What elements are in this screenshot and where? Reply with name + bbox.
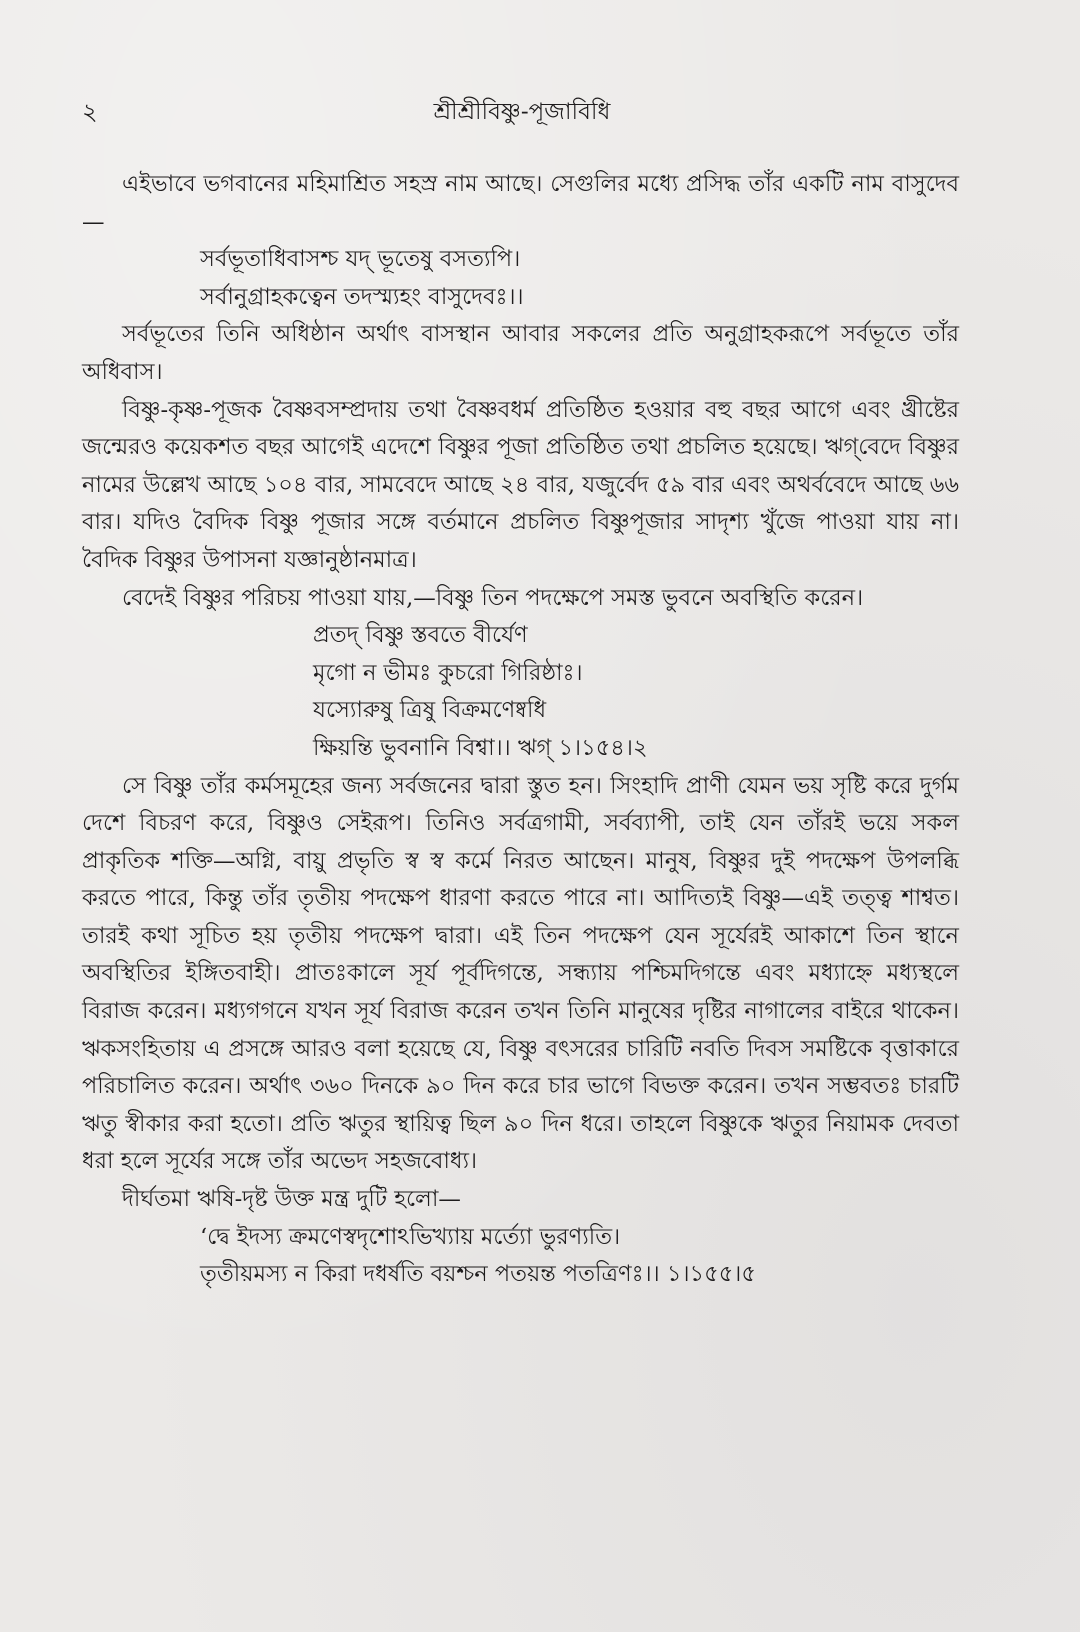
verse-2-line-1: প্রতদ্ বিষ্ণু স্তবতে বীর্যেণ bbox=[313, 622, 528, 649]
page-number: ২ bbox=[82, 98, 98, 126]
paragraph-5: সে বিষ্ণু তাঁর কর্মসমূহের জন্য সর্বজনের দ্বারা স্তুত হন। সিংহাদি প্রাণী যেমন ভয় সৃষ্টি করে দুর্গম দেশে বিচরণ করে, বিষ্ণুও সেইরূপ। তিনিও সর্বত্রগামী, সর্বব্যাপী, তাই যেন তাঁরই ভয়ে সকল প্রাকৃতিক শক্তি—অগ্নি, বায়ু প্রভৃতি স্ব স্ব কর্মে নিরত আছেন। মানুষ, বিষ্ণুর দুই পদক্ষেপ উপলব্ধি করতে পারে, কিন্তু তাঁর তৃতীয় পদক্ষেপ ধারণা করতে পারে না। আদিত্যই বিষ্ণু—এই তত্ত্ব শাশ্বত। তারই কথা সূচিত হয় তৃতীয় পদক্ষেপ দ্বারা। এই তিন পদক্ষেপ যেন সূর্যেরই আকাশে তিন স্থানে অবস্থিতির ইঙ্গিতবাহী। প্রাতঃকালে সূর্য পূর্বদিগন্তে, সন্ধ্যায় পশ্চিমদিগন্তে এবং মধ্যাহ্নে মধ্যস্থলে বিরাজ করেন। মধ্যগগনে যখন সূর্য বিরাজ করেন তখন তিনি মানুষের দৃষ্টির নাগালের বাইরে থাকেন। ঋকসংহিতায় এ প্রসঙ্গে আরও বলা হয়েছে যে, বিষ্ণু বৎসরের চারিটি নবতি দিবস সমষ্টিকে বৃত্তাকারে পরিচালিত করেন। অর্থাৎ ৩৬০ দিনকে ৯০ দিন করে চার ভাগে বিভক্ত করেন। তখন সম্ভবতঃ চারটি ঋতু স্বীকার করা হতো। প্রতি ঋতুর স্থায়িত্ব ছিল ৯০ দিন ধরে। তাহলে বিষ্ণুকে ঋতুর নিয়ামক দেবতা ধরা হলে সূর্যের সঙ্গে তাঁর অভেদ সহজবোধ্য। bbox=[82, 772, 959, 1175]
verse-3-line-2: তৃতীয়মস্য ন কিরা দধর্ষতি বয়শ্চন পতয়ন্ত পতত্রিণঃ।। ১।১৫৫।৫ bbox=[200, 1261, 756, 1288]
page-header bbox=[82, 94, 962, 130]
verse-1-line-1: সর্বভূতাধিবাসশ্চ যদ্ ভূতেষু বসত্যপি। bbox=[200, 246, 521, 273]
verse-3-line-1: ‘দ্বে ইদস্য ক্রমণেস্বদৃশোঽভিখ্যায় মর্ত্যো ভুরণ্যতি। bbox=[200, 1223, 621, 1250]
running-title: শ্রীশ্রীবিষ্ণু-পূজাবিধি bbox=[433, 99, 611, 125]
paragraph-2: সর্বভূতের তিনি অধিষ্ঠান অর্থাৎ বাসস্থান আবার সকলের প্রতি অনুগ্রাহকরূপে সর্বভূতে তাঁর অধিবাস। bbox=[82, 321, 959, 385]
verse-2-line-2: মৃগো ন ভীমঃ কুচরো গিরিষ্ঠাঃ। bbox=[313, 659, 583, 686]
paragraph-1: এইভাবে ভগবানের মহিমাশ্রিত সহস্র নাম আছে। সেগুলির মধ্যে প্রসিদ্ধ তাঁর একটি নাম বাসুদেব— bbox=[82, 171, 959, 235]
paragraph-4: বেদেই বিষ্ণুর পরিচয় পাওয়া যায়,—বিষ্ণু তিন পদক্ষেপে সমস্ত ভুবনে অবস্থিতি করেন। bbox=[122, 584, 864, 611]
verse-2-line-4: ক্ষিয়ন্তি ভুবনানি বিশ্বা।। ঋগ্ ১।১৫৪।২ bbox=[313, 734, 648, 761]
page-body bbox=[82, 166, 959, 1294]
paragraph-6: দীর্ঘতমা ঋষি-দৃষ্ট উক্ত মন্ত্র দুটি হলো— bbox=[122, 1186, 461, 1213]
paragraph-3: বিষ্ণু-কৃষ্ণ-পূজক বৈষ্ণবসম্প্রদায় তথা বৈষ্ণবধর্ম প্রতিষ্ঠিত হওয়ার বহু বছর আগে এবং খ্রীষ্টের জন্মেরও কয়েকশত বছর আগেই এদেশে বিষ্ণুর পূজা প্রতিষ্ঠিত তথা প্রচলিত হয়েছে। ঋগ্‌বেদে বিষ্ণুর নামের উল্লেখ আছে ১০৪ বার, সামবেদে আছে ২৪ বার, যজুর্বেদ ৫৯ বার এবং অথর্ববেদে আছে ৬৬ বার। যদিও বৈদিক বিষ্ণু পূজার সঙ্গে বর্তমানে প্রচলিত বিষ্ণুপূজার সাদৃশ্য খুঁজে পাওয়া যায় না। বৈদিক বিষ্ণুর উপাসনা যজ্ঞানুষ্ঠানমাত্র। bbox=[82, 396, 959, 573]
verse-1-line-2: সর্বানুগ্রাহকত্বেন তদস্ম্যহং বাসুদেবঃ।। bbox=[200, 283, 524, 310]
verse-2-line-3: যস্যোরুষু ত্রিষু বিক্রমণেষ্বধি bbox=[313, 697, 547, 724]
